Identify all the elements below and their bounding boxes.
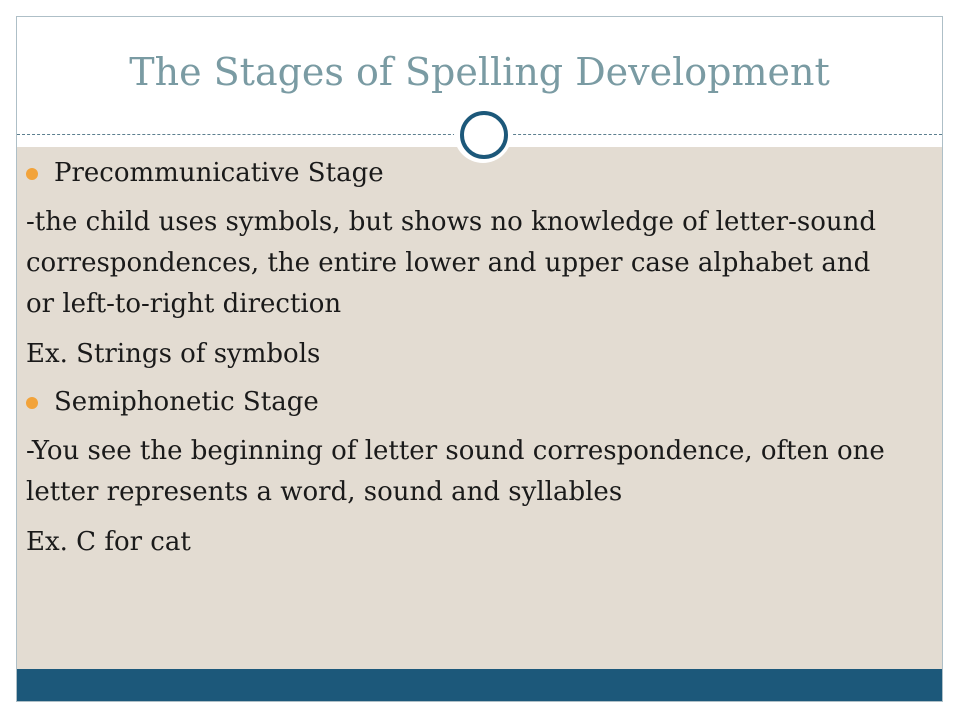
bullet-text: Precommunicative Stage bbox=[54, 158, 384, 188]
bullet-dot-icon bbox=[26, 397, 38, 409]
bullet-item bbox=[26, 154, 906, 192]
slide-title: The Stages of Spelling Development bbox=[129, 50, 830, 94]
bullet-item bbox=[26, 383, 906, 421]
footer-bar bbox=[17, 669, 942, 701]
circle-ornament-icon bbox=[460, 111, 508, 159]
bullet-dot-icon bbox=[26, 168, 38, 180]
body-paragraph: -the child uses symbols, but shows no knowledge of letter-sound correspondences, the entire lower and upper case alphabet and or left-to-right direction bbox=[26, 207, 877, 319]
example-text: Ex. C for cat bbox=[26, 527, 191, 557]
example-text: Ex. Strings of symbols bbox=[26, 339, 321, 369]
bullet-text: Semiphonetic Stage bbox=[54, 387, 319, 417]
slide-body bbox=[26, 154, 906, 571]
body-paragraph: -You see the beginning of letter sound correspondence, often one letter represents a word, sound and syllables bbox=[26, 436, 885, 507]
